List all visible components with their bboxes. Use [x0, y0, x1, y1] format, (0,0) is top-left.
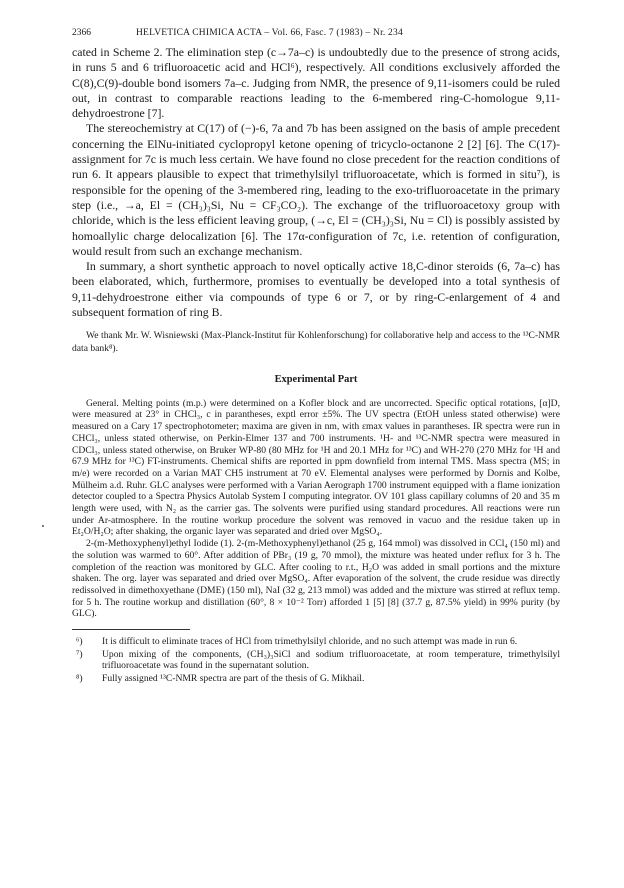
experimental-text: [72, 398, 560, 620]
footnote-text: Upon mixing of the components, (CH₃)₃SiCl and sodium trifluoroacetate, at room temperature, trimethylsilyl trifluoroacetate was found in the supernatant solution.: [102, 648, 560, 672]
main-text: [72, 45, 560, 320]
footnote: [72, 673, 560, 685]
acknowledgment: We thank Mr. W. Wisniewski (Max-Planck-Institut für Kohlenforschung) for collaborative help and access to the ¹³C-NMR data bank⁸).: [72, 330, 560, 354]
footnote: [72, 649, 560, 672]
footnote-mark: ⁷): [76, 648, 83, 660]
footnote-text: It is difficult to eliminate traces of HCl from trimethylsilyl chloride, and no such attempt was made in run 6.: [102, 636, 518, 648]
footnote-mark: ⁸): [76, 672, 83, 684]
section-title: Experimental Part: [274, 373, 358, 385]
experimental-paragraph: 2-(m-Methoxyphenyl)ethyl Iodide (1). 2-(m-Methoxyphenyl)ethanol (25 g, 164 mmol) was dissolved in CCl₄ (150 ml) and the solution was warmed to 60°. After addition of PBr₃ (19 g, 70 mmol), the mixture was heated under reflux for 3 h. The completion of the reaction was monitored by GLC. After cooling to r.t., H₂O was added in small portions and the mixture shaken. The org. layer was separated and dried over MgSO₄. After evaporation of the solvent, the crude residue was directly redissolved in dimethoxyethane (DME) (150 ml), NaI (32 g, 213 mmol) was added and the mixture was stirred at reflux temp. for 5 h. The routine workup and distillation (60°, 8 × 10⁻² Torr) afforded 1 [5] [8] (37.7 g, 87.5% yield) in 99% purity (by GLC).: [72, 538, 560, 620]
footnote-text: Fully assigned ¹³C-NMR spectra are part of the thesis of G. Mikhail.: [102, 672, 365, 684]
footnote: [72, 636, 560, 648]
page-number: 2366: [72, 28, 91, 38]
body-paragraph: The stereochemistry at C(17) of (−)-6, 7a and 7b has been assigned on the basis of ample precedent concerning the ElNu-initiated cyclopropyl ketone opening of tricyclo-octanone 2 [2] [6]. The C(17)-assignment for 7c is much less certain. We have found no close precedent for the reaction conditions of run 6. It appears plausible to expect that trimethylsilyl trifluoroacetate, which is formed in situ⁷), is responsible for the opening of the 3-membered ring, leading to the exo-trifluoroacetate in the primary step (i.e., →a, El = (CH₃)₃Si, Nu = CF₃CO₂). The exchange of the trifluoroacetoxy group with chloride, which is the less efficient leaving group, (→c, El = (CH₃)₃Si, Nu = Cl) is possibly assisted by homoallylic charge delocalization [6]. The 17α-configuration of 7c, i.e. retention of configuration, would result from such an exchange mechanism.: [72, 121, 560, 258]
journal-title: HELVETICA CHIMICA ACTA – Vol. 66, Fasc. 7 (1983) – Nr. 234: [136, 28, 403, 38]
footnote-mark: ⁶): [76, 636, 83, 648]
experimental-paragraph: General. Melting points (m.p.) were determined on a Kofler block and are uncorrected. Specific optical rotations, [α]D, were measured at 23° in CHCl₃, c in parantheses, exptl error ±5%. The UV spectra (EtOH unless stated otherwise) were measured on a Cary 17 spectrophotometer; maxima are given in nm, with εmax values in parantheses. IR spectra were run in CHCl₃, unless stated otherwise, on Perkin-Elmer 137 and 700 instruments. ¹H- and ¹³C-NMR spectra were measured in CDCl₃, unless stated otherwise, on Bruker WP-80 (80 MHz for ¹H and 20.1 MHz for ¹³C) and WH-270 (270 MHz for ¹H and 67.9 MHz for ¹³C) FT-instruments. Chemical shifts are reported in ppm downfield from internal TMS. Mass spectra (MS; in m/e) were recorded on a Varian MAT CH5 instrument at 70 eV. Elemental analyses were performed by Dornis and Kolbe, Mülheim a.d. Ruhr. GLC analyses were performed with a Varian Aerograph 1700 instrument equipped with a flame ionization detector coupled to a Spectra Physics Autolab System I computing integrator. OV 101 glass capillary columns of 20 and 35 m length were used, with N₂ as the carrier gas. The solvents were purified using standard procedures. All reactions were run under Ar-atmosphere. In the routine workup procedure the solvent was removed in vacuo and the residue taken up in Et₂O/H₂O; after shaking, the organic layer was separated and dried over MgSO₄.: [72, 397, 560, 538]
running-header: [72, 22, 560, 38]
body-paragraph: cated in Scheme 2. The elimination step (c→7a–c) is undoubtedly due to the presence of strong acids, in runs 5 and 6 trifluoroacetic acid and HCl⁶), respectively. All conditions exclusively afforded the C(8),C(9)-double bond isomers 7a–c. Judging from NMR, the presence of 9,11-isomers could be ruled out, in contrast to comparable reactions leading to the 6-membered ring-C-homologue 9,11-dehydroestrone [7].: [72, 45, 560, 121]
body-paragraph: In summary, a short synthetic approach to novel optically active 18,C-dinor steroids (6, 7a–c) has been elaborated, which, furthermore, promises to eventually be developed into a total synthesis of 9,11-dehydroestrone either via compounds of type 6 or 7, or by ring-C-enlargement of 4 and subsequent formation of ring B.: [72, 259, 560, 320]
scan-speck: [42, 525, 44, 527]
journal-page: [72, 22, 560, 685]
footnote-rule: [72, 629, 190, 630]
